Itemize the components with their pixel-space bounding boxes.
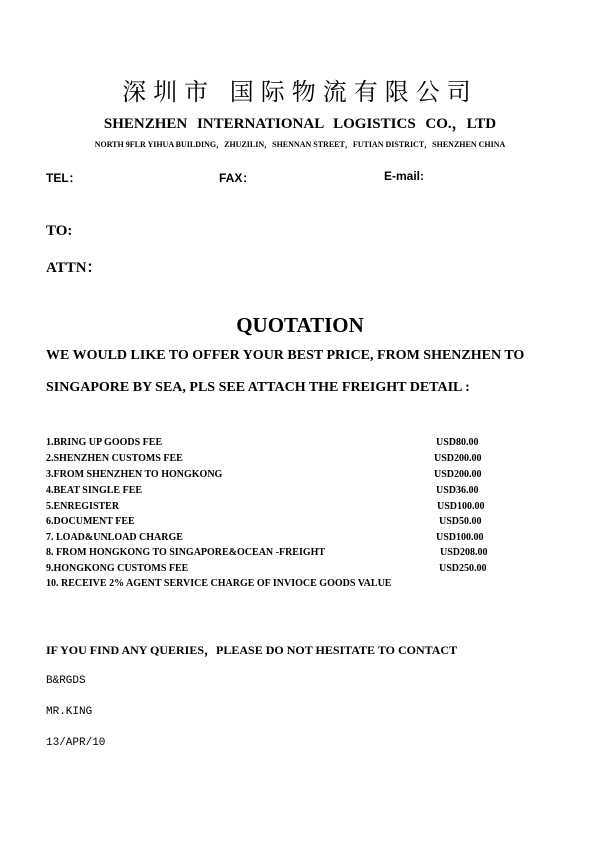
fee-price: USD208.00	[440, 547, 488, 558]
email-label: E-mail:	[384, 169, 425, 183]
signatory-name: MR.KING	[46, 706, 93, 718]
fee-price: USD100.00	[437, 501, 485, 512]
fee-price: USD100.00	[436, 532, 484, 543]
intro-line-1: WE WOULD LIKE TO OFFER YOUR BEST PRICE, FROM SHENZHEN TO	[46, 348, 525, 363]
fee-item: 8. FROM HONGKONG TO SINGAPORE&OCEAN -FREIGHT	[46, 547, 326, 558]
fee-item: 4.BEAT SINGLE FEE	[46, 485, 143, 496]
fee-item: 3.FROM SHENZHEN TO HONGKONG	[46, 469, 223, 480]
quotation-date: 13/APR/10	[46, 737, 106, 749]
to-label: TO:	[46, 223, 73, 239]
fee-item: 5.ENREGISTER	[46, 501, 120, 512]
fee-item: 1.BRING UP GOODS FEE	[46, 437, 163, 448]
fee-item: 2.SHENZHEN CUSTOMS FEE	[46, 453, 183, 464]
regards: B&RGDS	[46, 675, 86, 687]
fee-price: USD80.00	[436, 437, 479, 448]
company-address: NORTH 9FLR YIHUA BUILDING，ZHUZILIN，SHENNAN STREET，FUTIAN DISTRICT，SHENZHEN CHINA	[94, 140, 506, 149]
quotation-title: QUOTATION	[236, 313, 364, 337]
fee-item: 7. LOAD&UNLOAD CHARGE	[46, 532, 183, 543]
fee-item: 10. RECEIVE 2% AGENT SERVICE CHARGE OF INVIOCE GOODS VALUE	[46, 578, 392, 589]
fee-price: USD200.00	[434, 453, 482, 464]
fee-price: USD36.00	[436, 485, 479, 496]
fee-price: USD50.00	[439, 516, 482, 527]
fax-label: FAX：	[219, 171, 255, 185]
company-name-english: SHENZHEN INTERNATIONAL LOGISTICS CO.，LTD	[103, 116, 497, 132]
fee-item: 9.HONGKONG CUSTOMS FEE	[46, 563, 189, 574]
queries-note: IF YOU FIND ANY QUERIES，PLEASE DO NOT HESITATE TO CONTACT	[46, 643, 458, 657]
fee-price: USD250.00	[439, 563, 487, 574]
intro-line-2: SINGAPORE BY SEA, PLS SEE ATTACH THE FREIGHT DETAIL :	[46, 380, 470, 395]
attn-label: ATTN：	[46, 260, 102, 276]
fee-price: USD200.00	[434, 469, 482, 480]
tel-label: TEL：	[46, 171, 81, 185]
company-name-chinese: 深圳市 国际物流有限公司	[122, 78, 478, 106]
fee-item: 6.DOCUMENT FEE	[46, 516, 135, 527]
